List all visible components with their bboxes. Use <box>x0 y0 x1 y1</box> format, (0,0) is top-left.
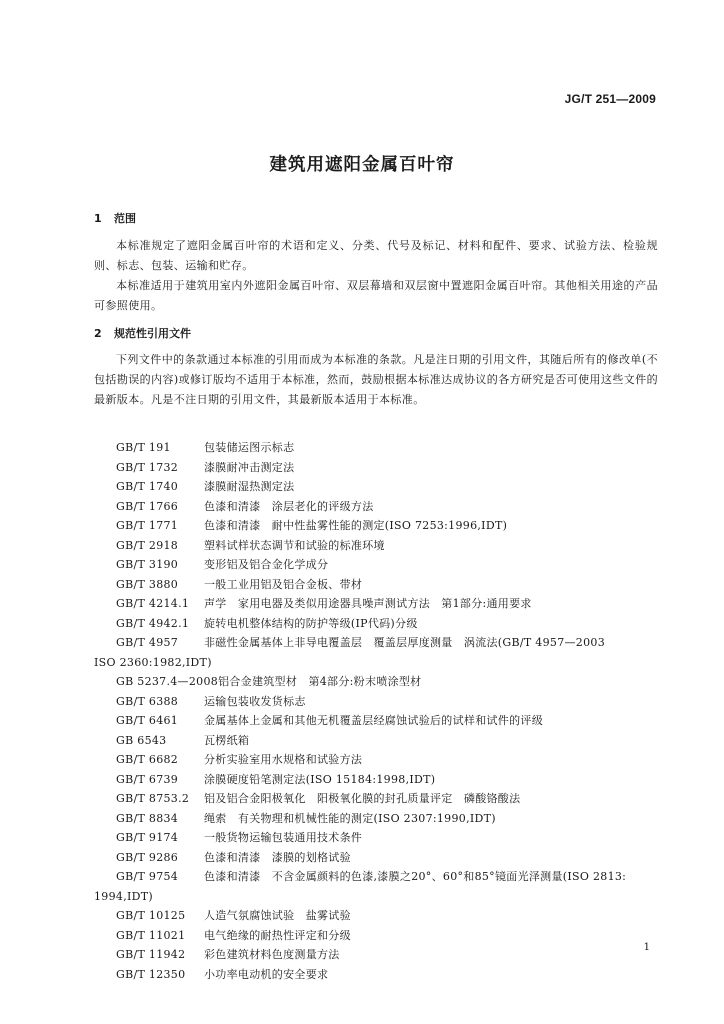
reference-code: GB 6543 <box>116 733 167 747</box>
reference-title: 变形铝及铝合金化学成分 <box>204 558 329 571</box>
reference-code: GB/T 8753.2 <box>116 792 190 805</box>
reference-title: 涂膜硬度铅笔测定法(ISO 15184:1998,IDT) <box>204 772 436 786</box>
reference-title: 小功率电动机的安全要求 <box>204 967 329 981</box>
reference-code: GB/T 12350 <box>116 967 186 981</box>
reference-item <box>94 750 658 770</box>
reference-continuation: ISO 2360:1982,IDT) <box>94 655 212 669</box>
reference-title: 塑料试样状态调节和试验的标准环境 <box>204 538 385 552</box>
reference-title: 声学 家用电器及类似用途器具噪声测试方法 第1部分:通用要求 <box>204 597 532 610</box>
reference-item <box>94 906 658 926</box>
reference-item <box>94 789 658 809</box>
reference-title: 漆膜耐湿热测定法 <box>204 480 295 493</box>
reference-item <box>94 516 658 536</box>
reference-item <box>94 633 658 672</box>
section-number: 1 <box>94 212 102 225</box>
reference-code: GB/T 6461 <box>116 714 179 727</box>
reference-item <box>94 867 658 906</box>
reference-code: GB/T 8834 <box>116 811 179 825</box>
reference-title: 彩色建筑材料色度测量方法 <box>204 948 340 961</box>
reference-title: 运输包装收发货标志 <box>204 694 306 708</box>
reference-code: GB/T 10125 <box>116 909 186 922</box>
reference-item <box>94 828 658 848</box>
reference-title: 绳索 有关物理和机械性能的测定(ISO 2307:1990,IDT) <box>204 811 496 825</box>
reference-item <box>94 692 658 712</box>
reference-title: 色漆和清漆 涂层老化的评级方法 <box>204 499 374 513</box>
page-number: 1 <box>643 942 650 953</box>
reference-title: 色漆和清漆 耐中性盐雾性能的测定(ISO 7253:1996,IDT) <box>204 519 508 532</box>
reference-code: GB 5237.4—2008 <box>116 675 219 688</box>
reference-code: GB/T 11021 <box>116 928 186 942</box>
reference-code: GB/T 9754 <box>116 870 179 883</box>
reference-title: 色漆和清漆 不含金属颜料的色漆,漆膜之20°、60°和85°镜面光泽测量(ISO 2813: <box>204 870 627 883</box>
reference-item <box>94 536 658 556</box>
section-heading-scope <box>94 210 136 226</box>
reference-item <box>94 477 658 497</box>
reference-item <box>94 945 658 965</box>
reference-item <box>94 458 658 478</box>
document-title: 建筑用遮阳金属百叶帘 <box>269 155 455 175</box>
reference-item <box>94 965 658 985</box>
reference-title: 漆膜耐冲击测定法 <box>204 460 295 474</box>
reference-item <box>94 809 658 829</box>
reference-item <box>94 555 658 575</box>
reference-code: GB/T 4957 <box>116 636 179 649</box>
reference-code: GB/T 6682 <box>116 753 179 766</box>
standard-code: JG/T 251—2009 <box>564 92 656 106</box>
reference-title: 铝合金建筑型材 第4部分:粉末喷涂型材 <box>218 675 422 688</box>
reference-item <box>94 614 658 634</box>
reference-item <box>94 848 658 868</box>
reference-code: GB/T 4942.1 <box>116 616 190 630</box>
reference-code: GB/T 2918 <box>116 538 179 552</box>
reference-continuation: 1994,IDT) <box>94 889 153 903</box>
reference-item <box>94 575 658 595</box>
scope-paragraph-2: 本标准适用于建筑用室内外遮阳金属百叶帘、双层幕墙和双层窗中置遮阳金属百叶帘。其他相关用途的产品可参照使用。 <box>94 279 658 312</box>
reference-title: 非磁性金属基体上非导电覆盖层 覆盖层厚度测量 涡流法(GB/T 4957—2003 <box>204 636 605 649</box>
reference-item <box>94 926 658 946</box>
section-title: 规范性引用文件 <box>114 327 191 340</box>
reference-code: GB/T 1771 <box>116 519 179 532</box>
reference-list <box>94 438 658 984</box>
reference-item <box>94 594 658 614</box>
reference-code: GB/T 3880 <box>116 577 179 591</box>
reference-code: GB/T 1740 <box>116 480 179 493</box>
reference-item <box>94 711 658 731</box>
reference-title: 分析实验室用水规格和试验方法 <box>204 753 363 766</box>
reference-code: GB/T 9174 <box>116 831 179 844</box>
reference-title: 一般工业用铝及铝合金板、带材 <box>204 577 363 591</box>
reference-title: 铝及铝合金阳极氧化 阳极氧化膜的封孔质量评定 磷酸铬酸法 <box>204 792 521 805</box>
reference-item <box>94 438 658 458</box>
reference-item <box>94 497 658 517</box>
reference-title: 包装储运图示标志 <box>204 441 295 454</box>
section-heading-normative-references <box>94 325 191 341</box>
reference-title: 瓦楞纸箱 <box>204 733 250 747</box>
reference-title: 旋转电机整体结构的防护等级(IP代码)分级 <box>204 616 418 630</box>
section-number: 2 <box>94 327 102 340</box>
section-title: 范围 <box>114 212 136 225</box>
reference-code: GB/T 1766 <box>116 499 179 513</box>
reference-title: 色漆和清漆 漆膜的划格试验 <box>204 850 351 864</box>
reference-code: GB/T 3190 <box>116 558 179 571</box>
reference-title: 人造气氛腐蚀试验 盐雾试验 <box>204 909 351 922</box>
reference-code: GB/T 11942 <box>116 948 186 961</box>
reference-code: GB/T 9286 <box>116 850 179 864</box>
reference-code: GB/T 6739 <box>116 772 179 786</box>
reference-item <box>94 672 658 692</box>
reference-title: 一般货物运输包装通用技术条件 <box>204 831 363 844</box>
reference-code: GB/T 4214.1 <box>116 597 190 610</box>
reference-item <box>94 770 658 790</box>
reference-title: 电气绝缘的耐热性评定和分级 <box>204 928 351 942</box>
references-intro-paragraph: 下列文件中的条款通过本标准的引用而成为本标准的条款。凡是注日期的引用文件，其随后所有的修改单(不包括勘误的内容)或修订版均不适用于本标准，然而，鼓励根据本标准达成协议的各方研究是否可使用这些文件的最新版本。凡是不注日期的引用文件，其最新版本适用于本标准。 <box>94 353 658 406</box>
reference-title: 金属基体上金属和其他无机覆盖层经腐蚀试验后的试样和试件的评级 <box>204 714 543 727</box>
reference-code: GB/T 1732 <box>116 460 179 474</box>
reference-code: GB/T 6388 <box>116 694 179 708</box>
scope-paragraph-1: 本标准规定了遮阳金属百叶帘的术语和定义、分类、代号及标记、材料和配件、要求、试验方法、检验规则、标志、包装、运输和贮存。 <box>94 239 658 272</box>
reference-code: GB/T 191 <box>116 441 171 454</box>
reference-item <box>94 731 658 751</box>
